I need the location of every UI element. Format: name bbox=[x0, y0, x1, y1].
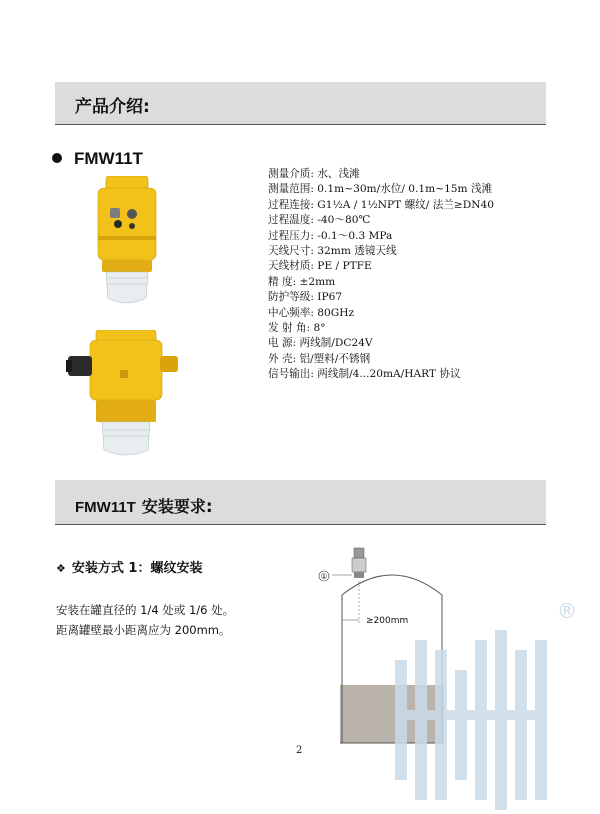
desc-line: 安装在罐直径的 1/4 处或 1/6 处。 bbox=[56, 603, 235, 617]
product-image-front bbox=[92, 176, 162, 308]
product-image-side bbox=[66, 330, 184, 460]
spec-row: 天线材质: PE / PTFE bbox=[268, 260, 372, 273]
diagram-marker: ① bbox=[320, 572, 328, 581]
section-title-text: 安装要求 bbox=[141, 497, 206, 516]
install-description bbox=[56, 600, 234, 640]
spec-list bbox=[268, 167, 494, 383]
spec-row: 过程温度: -40～80℃ bbox=[268, 214, 371, 227]
filled-circle-bullet-icon bbox=[52, 153, 62, 163]
install-method-heading: ❖ 安装方式 1：螺纹安装 bbox=[56, 561, 203, 576]
desc-line: 距离罐壁最小距离应为 200mm。 bbox=[56, 623, 231, 637]
spec-row: 防护等级: IP67 bbox=[268, 291, 343, 304]
section-model: FMW11T bbox=[75, 499, 136, 516]
diamond-bullet-icon: ❖ bbox=[56, 562, 66, 575]
distance-label: ≥200mm bbox=[366, 616, 409, 626]
section-banner-install bbox=[55, 480, 546, 525]
brand-watermark-logo bbox=[395, 600, 595, 810]
section-title: 产品介绍: bbox=[75, 97, 150, 117]
spec-row: 外 壳: 铝/塑料/不锈钢 bbox=[268, 352, 371, 365]
spec-row: 测量范围: 0.1m~30m/水位/ 0.1m~15m 浅滩 bbox=[268, 183, 493, 196]
section-banner-product-intro bbox=[55, 82, 546, 125]
spec-row: 过程压力: -0.1～0.3 MPa bbox=[268, 229, 393, 242]
spec-row: 发 射 角: 8° bbox=[268, 322, 326, 335]
spec-row: 信号输出: 两线制/4...20mA/HART 协议 bbox=[268, 368, 461, 381]
spec-row: 中心频率: 80GHz bbox=[268, 306, 355, 319]
registered-mark: ® bbox=[557, 600, 577, 623]
spec-row: 电 源: 两线制/DC24V bbox=[268, 337, 373, 350]
spec-row: 天线尺寸: 32mm 透镜天线 bbox=[268, 245, 397, 258]
spec-row: 测量介质: 水、浅滩 bbox=[268, 168, 360, 180]
model-heading bbox=[52, 149, 143, 169]
section-title: FMW11T 安装要求: bbox=[75, 497, 213, 517]
spec-row: 精 度: ±2mm bbox=[268, 275, 336, 288]
model-name: FMW11T bbox=[74, 149, 143, 168]
spec-row: 过程连接: G1½A / 1½NPT 螺纹/ 法兰≥DN40 bbox=[268, 198, 495, 211]
page-number: 2 bbox=[296, 745, 303, 756]
